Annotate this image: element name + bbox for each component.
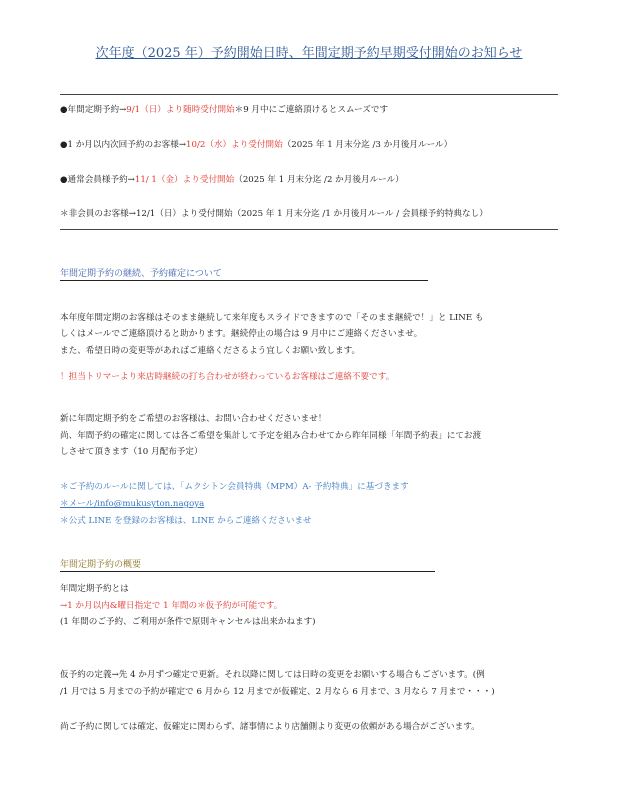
section-heading-underline <box>60 571 435 572</box>
schedule-item-member <box>60 174 404 186</box>
notice-text: ！担当トリマーより来店時継続の打ち合わせが終わっているお客様はご連絡不要です。 <box>60 372 395 382</box>
schedule-item-nonmember: ＊非会員のお客様→12/1（日）より受付開始（2025 年 1 月末分迄 /1 か月後月ルール / 会員様予約特典なし） <box>60 209 488 219</box>
divider-top <box>60 94 558 95</box>
schedule-label: 1 か月以内次回予約のお客様→ <box>67 140 187 150</box>
bullet-icon: ● <box>60 140 68 150</box>
schedule-item-monthly <box>60 139 452 151</box>
email-link[interactable]: ＊メール/info@mukusyton.nagoya <box>60 499 205 509</box>
schedule-date: 10/2（水）より受付開始 <box>186 140 283 150</box>
bullet-icon: ● <box>60 175 68 185</box>
paragraph-line: しくはメールでご連絡頂けると助かります。継続停止の場合は 9 月中にご連絡くださいませ。 <box>60 329 423 339</box>
schedule-item-annual <box>60 104 388 116</box>
schedule-label: 通常会員様予約→ <box>67 175 135 185</box>
schedule-date: 11/ 1（金）より受付開始 <box>134 175 235 185</box>
rules-reference-text: ＊ご予約のルールに関しては、「ムクシトン会員特典（MPM）A- 予約特典」に基づきます <box>60 482 409 492</box>
section-heading-continuation: 年間定期予約の継続、予約確定について <box>60 269 222 279</box>
paragraph-line: 新に年間定期予約をご希望のお客様は、お問い合わせくださいませ！ <box>60 414 327 424</box>
overview-line: 年間定期予約とは <box>60 584 129 594</box>
paragraph-line: また、希望日時の変更等があればご連絡くださるよう宜しくお願い致します。 <box>60 346 361 356</box>
divider-bottom <box>60 229 558 230</box>
overview-line: 尚ご予約に関しては確定、仮確定に関わらず、諸事情により店舗側より変更の依頼がある場合がございます。 <box>60 722 480 732</box>
schedule-note: （2025 年 1 月末分迄 /3 か月後月ルール） <box>282 140 453 150</box>
schedule-note: （2025 年 1 月末分迄 /2 か月後月ルール） <box>234 175 404 185</box>
overview-line: (1 年間のご予約、ご利用が条件で原則キャンセルは出来かねます) <box>60 617 316 627</box>
paragraph-line: 本年度年間定期のお客様はそのまま継続して来年度もスライドできますので「そのまま継続で！」と LINE も <box>60 313 484 323</box>
overview-highlight: →1 か月以内&曜日指定で 1 年間の＊仮予約が可能です。 <box>60 601 283 611</box>
page-title: 次年度（2025 年）予約開始日時、年間定期予約早期受付開始のお知らせ <box>95 46 523 61</box>
overview-line: 仮予約の定義→先 4 か月ずつ確定で更新。それ以降に関しては日時の変更をお願いする場合もございます。(例 <box>60 670 485 680</box>
paragraph-line: 尚、年間予約の確定に関しては各ご希望を集計して予定を組み合わせてから昨年同様「年間予約表」にてお渡 <box>60 431 482 441</box>
section-heading-underline <box>60 280 428 281</box>
line-contact-text: ＊公式 LINE を登録のお客様は、LINE からご連絡くださいませ <box>60 516 312 526</box>
section-heading-overview: 年間定期予約の概要 <box>60 560 142 570</box>
paragraph-line: しさせて頂きます（10 月配布予定） <box>60 447 203 457</box>
schedule-note: ＊9 月中にご連絡頂けるとスムーズです <box>234 105 389 115</box>
bullet-icon: ● <box>60 105 68 115</box>
schedule-label: 年間定期予約→ <box>67 105 127 115</box>
schedule-date: 9/1（日）より随時受付開始 <box>126 105 235 115</box>
overview-line: /1 月では 5 月までの予約が確定で 6 月から 12 月までが仮確定、2 月なら 6 月まで、3 月なら 7 月まで・・・) <box>60 687 495 697</box>
